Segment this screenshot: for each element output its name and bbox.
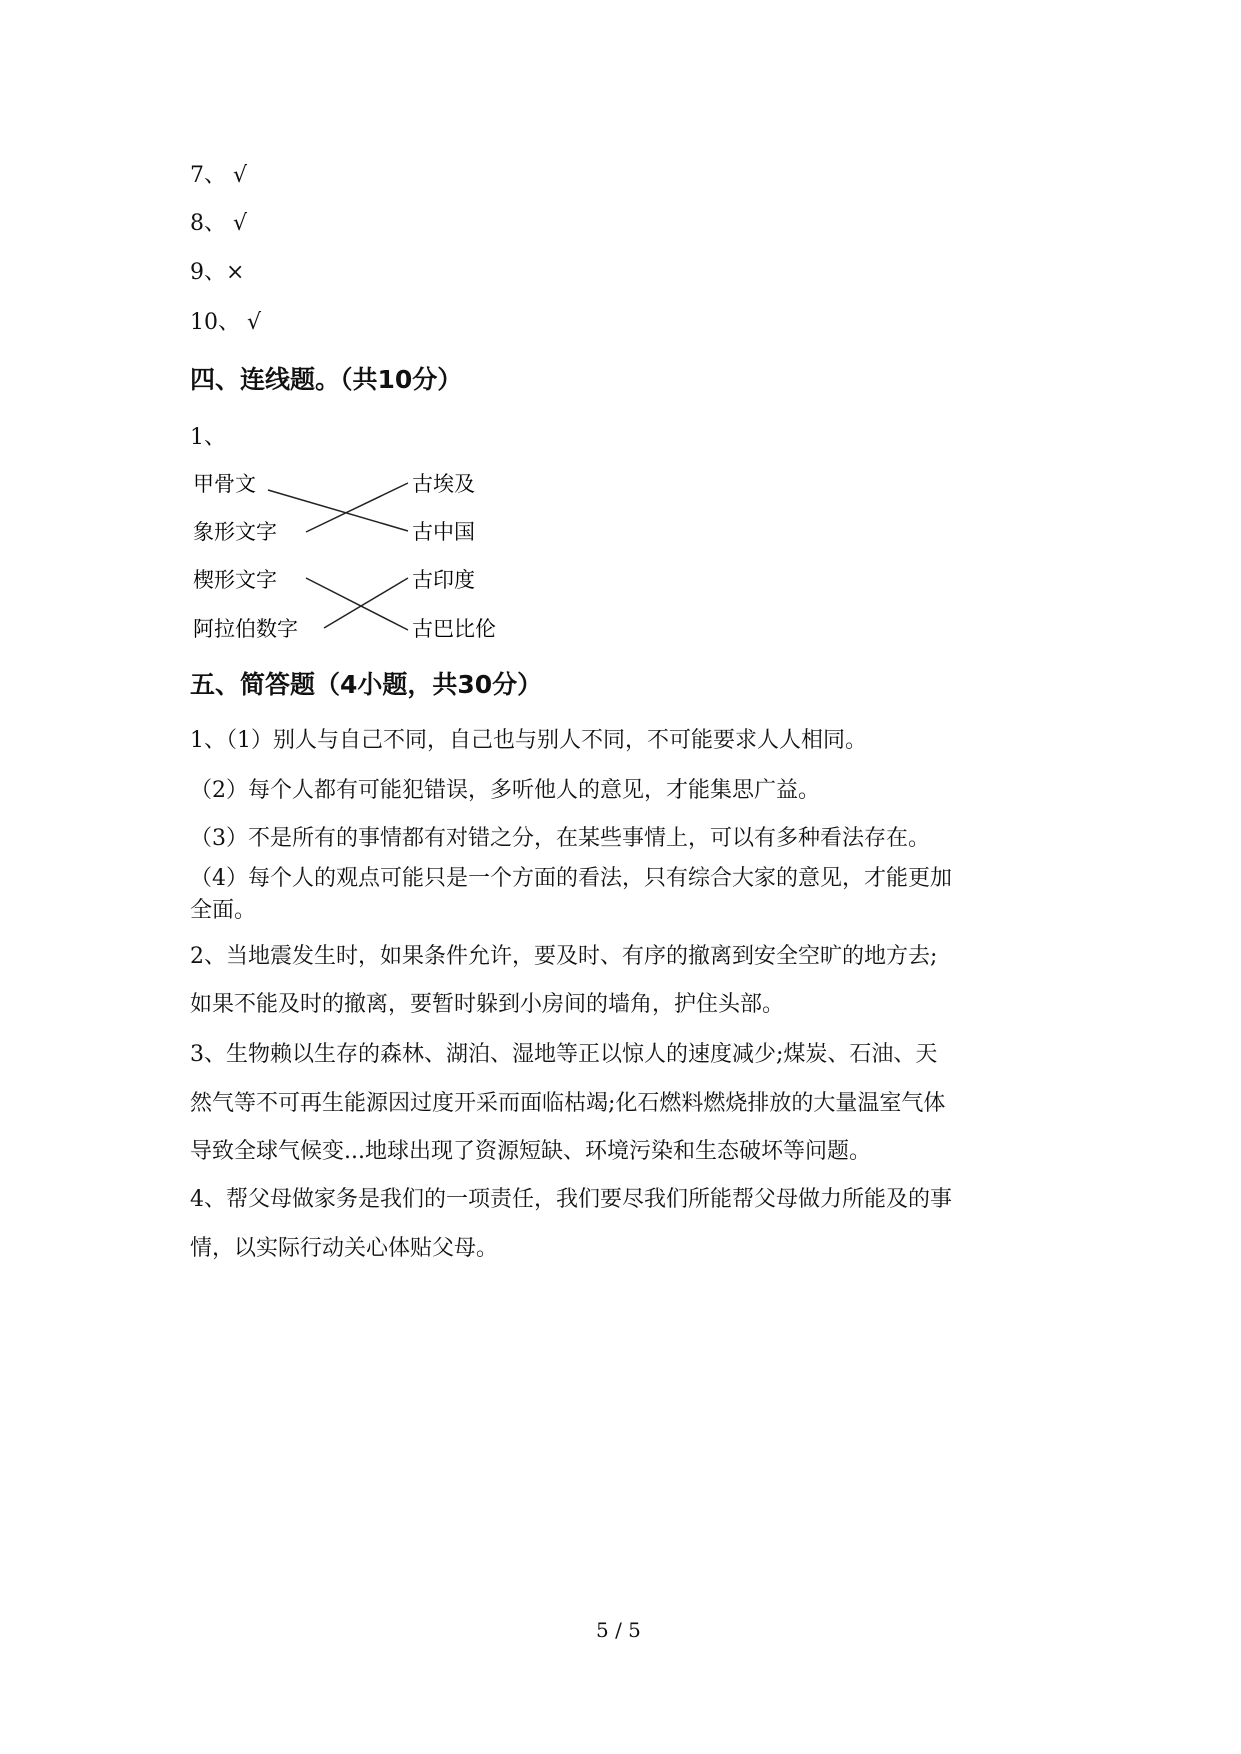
section5-line-7: 如果不能及时的撤离，要暂时躲到小房间的墙角，护住头部。 [190, 992, 785, 1017]
section5-line-5: 全面。 [190, 898, 257, 923]
section5-line-3: （3）不是所有的事情都有对错之分，在某些事情上，可以有多种看法存在。 [190, 826, 930, 851]
match-right-china: 古中国 [412, 520, 475, 544]
section4-q1-label: 1、 [190, 425, 226, 450]
matching-diagram [190, 460, 530, 650]
section5-line-10: 导致全球气候变...地球出现了资源短缺、环境污染和生态破坏等问题。 [190, 1139, 871, 1164]
match-left-pictograph: 象形文字 [193, 520, 277, 544]
section5-heading: 五、简答题（4小题，共30分） [190, 670, 543, 699]
section5-line-11: 4、帮父母做家务是我们的一项责任，我们要尽我们所能帮父母做力所能及的事 [190, 1187, 952, 1212]
match-left-oracle-bone: 甲骨文 [193, 472, 256, 496]
match-line-cuneiform-to-babylon [306, 578, 408, 630]
match-right-india: 古印度 [412, 568, 475, 592]
section5-line-2: （2）每个人都有可能犯错误，多听他人的意见，才能集思广益。 [190, 778, 820, 803]
answer-line-7: 7、 √ [190, 163, 248, 188]
answer-line-9: 9、× [190, 260, 245, 285]
section4-heading: 四、连线题。（共10分） [190, 365, 463, 394]
match-left-arabic-numerals: 阿拉伯数字 [193, 617, 298, 641]
answer-line-10: 10、 √ [190, 310, 262, 335]
section5-line-12: 情，以实际行动关心体贴父母。 [190, 1236, 499, 1261]
section5-line-6: 2、当地震发生时，如果条件允许，要及时、有序的撤离到安全空旷的地方去; [190, 944, 938, 969]
section5-line-1: 1、（1）别人与自己不同，自己也与别人不同，不可能要求人人相同。 [190, 728, 867, 753]
match-left-cuneiform: 楔形文字 [193, 568, 277, 592]
match-line-pictograph-to-egypt [306, 483, 408, 532]
page-number: 5 / 5 [596, 1618, 641, 1642]
section5-line-9: 然气等不可再生能源因过度开采而面临枯竭;化石燃料燃烧排放的大量温室气体 [190, 1091, 946, 1116]
match-right-babylon: 古巴比伦 [412, 617, 496, 641]
answer-line-8: 8、 √ [190, 211, 248, 236]
section5-line-4: （4）每个人的观点可能只是一个方面的看法，只有综合大家的意见，才能更加 [190, 866, 952, 891]
match-line-oracle-to-china [268, 490, 408, 531]
match-line-arabic-to-india [324, 578, 408, 628]
match-right-egypt: 古埃及 [412, 472, 475, 496]
section5-line-8: 3、生物赖以生存的森林、湖泊、湿地等正以惊人的速度减少;煤炭、石油、天 [190, 1042, 938, 1067]
